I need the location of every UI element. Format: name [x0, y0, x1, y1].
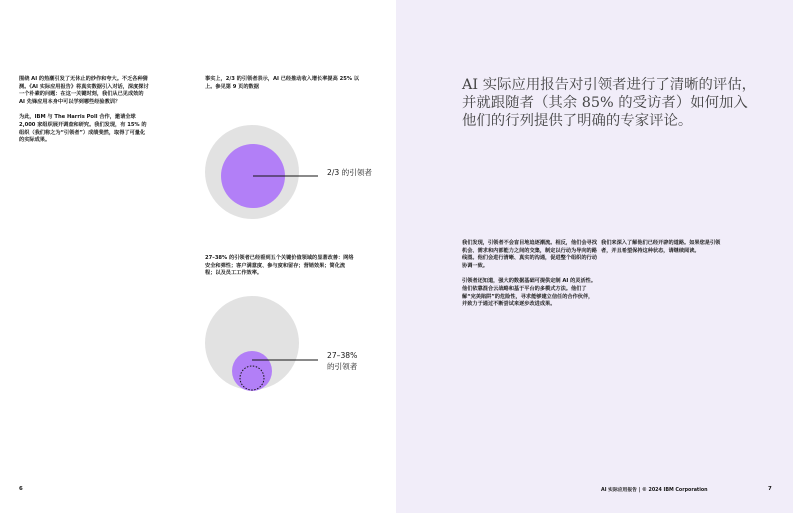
- left-page: [0, 0, 396, 513]
- body-paragraph: 我们来深入了解他们已经开辟的道路。如果您是引领者，并且希望保持这种状态，请继续阅读。: [601, 240, 721, 254]
- intro-paragraph: 围绕 AI 的热潮引发了无休止的炒作和夸大。不乏各种猜测。《AI 实际应用报告》将真实数据引入对话，深度探讨一个朴素的问题：在这一关键时刻，我们从已见成效的 AI 先锋应用本身中可以学到哪些经验教训？: [19, 76, 149, 105]
- headline: AI 实际应用报告对引领者进行了清晰的评估，并就跟随者（其余 85% 的受访者）如何加入他们的行列提供了明确的专家评论。: [462, 77, 757, 130]
- stat-1-text: 事实上，2/3 的引领者表示，AI 已经推动收入增长率提高 25% 以上。参见第 9 页的数据: [205, 76, 360, 90]
- body-paragraph: 引领者还知道，强大的数据基础可提供定制 AI 的灵活性。他们依靠混合云战略和基于平台的多模式方法。他们了解“完美陷阱”的危险性，寻求能够建立信任的合作伙伴，并致力于通过不断尝试来逐步改进成果。: [462, 278, 597, 308]
- page-number-left: 6: [19, 486, 23, 492]
- stat-2-text: 27–38% 的引领者已经看到五个关键价值领域的显著改善：网络安全和弹性；客户满意度、参与度和留存；营销效果；简化流程；以及员工工作效率。: [205, 255, 354, 277]
- stat-2-leaders-circle: [232, 351, 272, 391]
- intro-paragraph: 为此，IBM 与 The Harris Poll 合作，邀请全球 2,000 家组织展开调查和研究。我们发现，有 15% 的组织（我们称之为“引领者”）成绩斐然，取得了可量化的实际成果。: [19, 114, 147, 144]
- body-paragraph: 我们发现，引领者不会盲目地追逐潮流。相反，他们会寻找机会、需求和内部能力之间的交集，制定以行动为导向的路线图。他们会进行清晰、真实的沟通，促进整个组织的行动协调一致。: [462, 240, 597, 269]
- body-column-1: [462, 240, 597, 317]
- footer-text: AI 实际应用报告 | © 2024 IBM Corporation: [601, 488, 708, 493]
- right-page: [396, 0, 793, 513]
- stat-1-callout: 2/3 的引领者: [327, 168, 373, 177]
- page-number-right: 7: [768, 486, 772, 492]
- body-column-2: [601, 240, 726, 263]
- stat-2-callout: 27–38% 的引领者: [327, 351, 358, 371]
